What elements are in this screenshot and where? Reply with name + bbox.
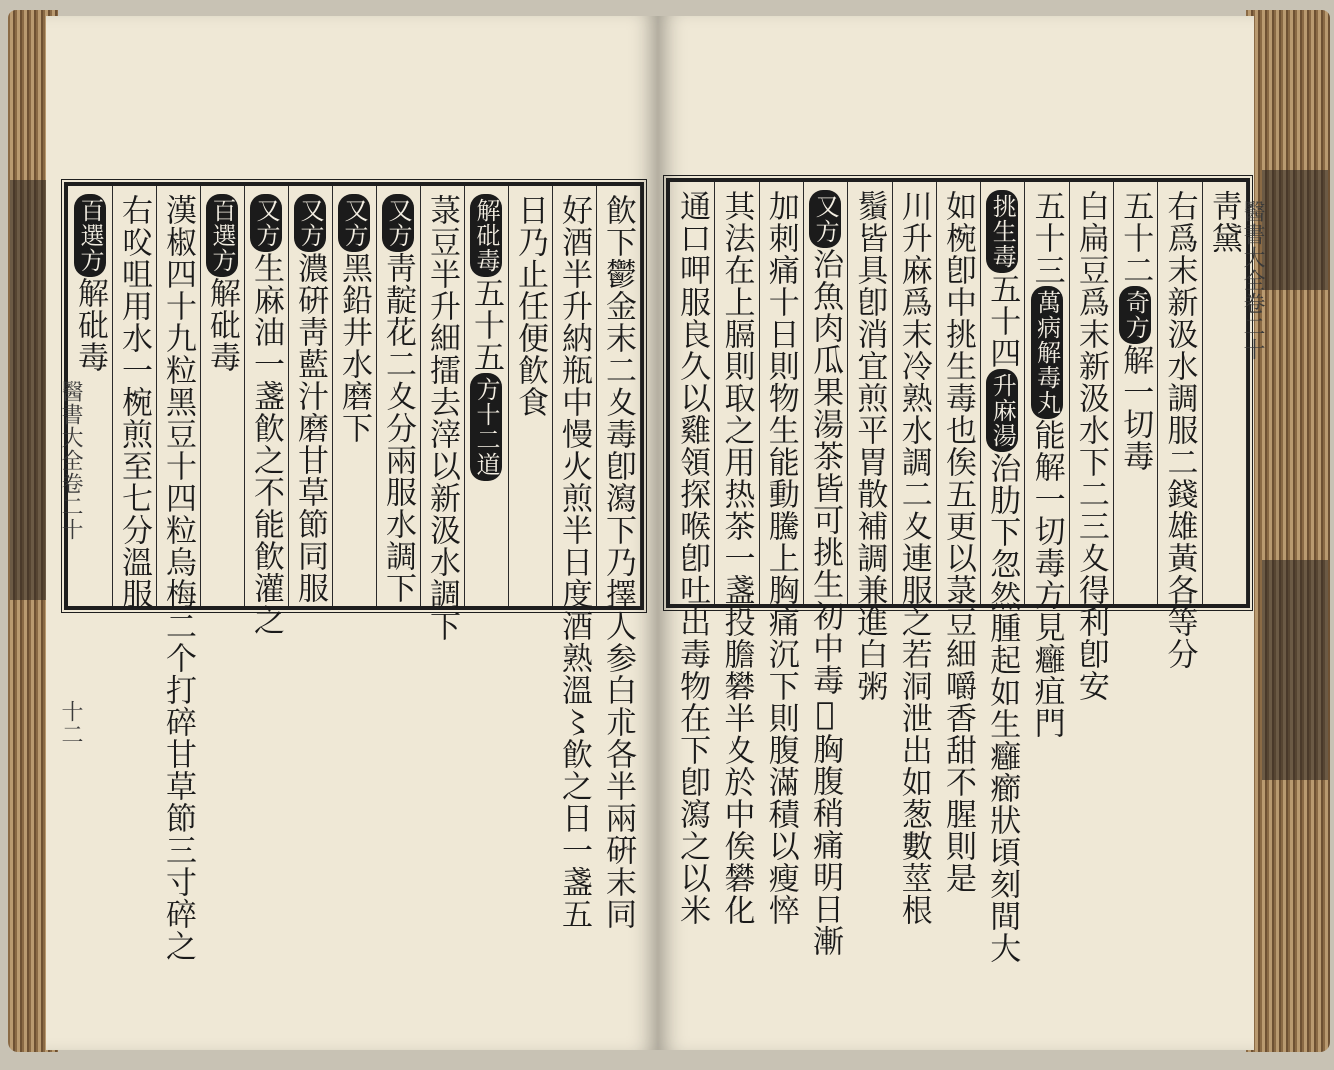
text-column	[469, 194, 503, 481]
column-text-segment: 靑靛花二夊分兩服水調下	[380, 252, 416, 604]
column-text-segment: 雄黃各等分	[1161, 510, 1198, 670]
right-page-edges	[1246, 10, 1330, 1052]
section-heading-badge: 又方	[294, 194, 326, 252]
section-heading-badge: 又方	[809, 190, 841, 248]
text-column	[852, 190, 886, 702]
column-text-segment: 靑黛	[1205, 190, 1242, 254]
text-column	[719, 190, 753, 926]
section-heading-badge: 奇方	[1119, 286, 1151, 344]
text-column	[1118, 190, 1152, 472]
text-column	[205, 194, 239, 373]
left-edge-ink-bleed	[10, 180, 50, 600]
left-margin-title: 醫書大全卷二十	[58, 380, 83, 541]
column-text-segment: 生麻油一盞飮之不能飮灌之	[248, 252, 284, 636]
section-heading-badge: 百選方	[206, 194, 238, 277]
column-text-segment: 解一切毒	[1117, 344, 1154, 472]
text-column	[675, 190, 709, 926]
column-text-segment: 飮下	[600, 194, 636, 258]
section-heading-badge: 又方	[338, 194, 370, 252]
column-text-segment: 漢椒四十九粒黑豆十四粒烏梅二个打碎甘草節三寸碎之	[160, 194, 196, 962]
column-text-segment: 解砒毒	[72, 277, 108, 373]
column-text-segment: 五十三	[1028, 190, 1065, 286]
column-text-segment: 如椀卽中挑生毒也俟五更以菉豆細嚼香甜不腥則是	[940, 190, 976, 894]
right-margin-title: 醫書大全卷二十	[1240, 200, 1265, 361]
section-heading-badge: 又方	[382, 194, 414, 252]
text-column	[1074, 190, 1108, 702]
column-text-segment: 菉豆半升細擂去滓以新汲水調下	[424, 194, 460, 642]
text-column	[293, 194, 327, 604]
text-column	[249, 194, 283, 636]
text-column	[1163, 190, 1197, 670]
text-column	[73, 194, 107, 373]
right-edge-ink-bleed-top	[1262, 170, 1328, 290]
text-column	[1030, 190, 1064, 739]
text-column	[381, 194, 415, 604]
column-text-segment: 右㕮咀用水一椀煎至七分溫服	[116, 194, 152, 610]
column-text-segment: 川升麻爲末冷熟水調二夊連服之若洞泄出如葱數莖根	[895, 190, 932, 926]
column-text-segment: 加刺痛十日則物生能動騰上胸痛沉下則腹滿積以瘦悴	[762, 190, 799, 926]
section-heading-badge: 百選方	[74, 194, 106, 277]
column-text-segment: 白扁豆爲末新汲水下二三夊得利卽安	[1072, 190, 1109, 702]
section-heading-badge: 升麻湯	[986, 369, 1018, 452]
section-heading-badge: 挑生毒	[986, 190, 1018, 273]
section-heading-badge: 萬病解毒丸	[1031, 286, 1063, 419]
text-column	[985, 190, 1019, 964]
section-heading-badge: 解砒毒	[470, 194, 502, 277]
section-heading-badge: 又方	[250, 194, 282, 252]
column-text-segment: 通口呷服良久以雞領探喉卽吐出毒物在下卽瀉之以米	[674, 190, 711, 926]
right-text-frame	[666, 178, 1250, 964]
column-text-segment: 解砒毒	[204, 277, 240, 373]
column-text-segment: 右爲末新汲水調服二錢	[1161, 190, 1198, 510]
column-text-segment: 濃硏靑藍汁磨甘草節同服	[292, 252, 328, 604]
column-text-segment: 五十四	[984, 273, 1021, 369]
section-heading-badge: 方十二道	[470, 373, 502, 481]
column-text-segment: 日乃止任便飮食	[512, 194, 548, 418]
column-text-segment: 鬱金末二夊毒卽瀉下乃擇人参白朮各半兩硏末同	[600, 258, 636, 930]
text-column	[808, 190, 842, 957]
text-column	[161, 194, 195, 962]
text-column	[897, 190, 931, 926]
column-text-segment: 其法在上膈則取之用热茶一盞投膽礬半夊於中俟礬化	[718, 190, 755, 926]
text-column	[557, 194, 591, 930]
column-text-segment: 五十二	[1117, 190, 1154, 286]
text-column	[601, 194, 635, 930]
text-column	[117, 194, 151, 610]
column-text-segment: 五十五	[468, 277, 504, 373]
right-edge-ink-bleed-bottom	[1262, 560, 1328, 780]
left-margin-page-number: 十二	[58, 700, 83, 746]
text-column	[513, 194, 547, 418]
column-text-segment: 黑鉛井水磨下	[336, 252, 372, 444]
text-column	[1207, 190, 1241, 254]
text-column	[337, 194, 371, 444]
text-column	[425, 194, 459, 642]
column-text-segment: 能解一切毒方見癰疽門	[1028, 419, 1065, 739]
column-text-segment: 治肋下忽然腫起如生癰癤狀頃刻間大	[984, 452, 1021, 964]
text-column	[764, 190, 798, 926]
column-text-segment: 治魚肉瓜果湯茶皆可挑生初中毒𮘎胸腹稍痛明日漸	[807, 248, 844, 957]
column-text-segment: 好酒半升納瓶中慢火煎半日度酒熟溫〻飮之日一盞五	[556, 194, 592, 930]
text-column	[941, 190, 975, 894]
column-text-segment: 鬚皆具卽消宜煎平胃散補調兼進白粥	[851, 190, 888, 702]
left-text-frame	[64, 182, 644, 962]
